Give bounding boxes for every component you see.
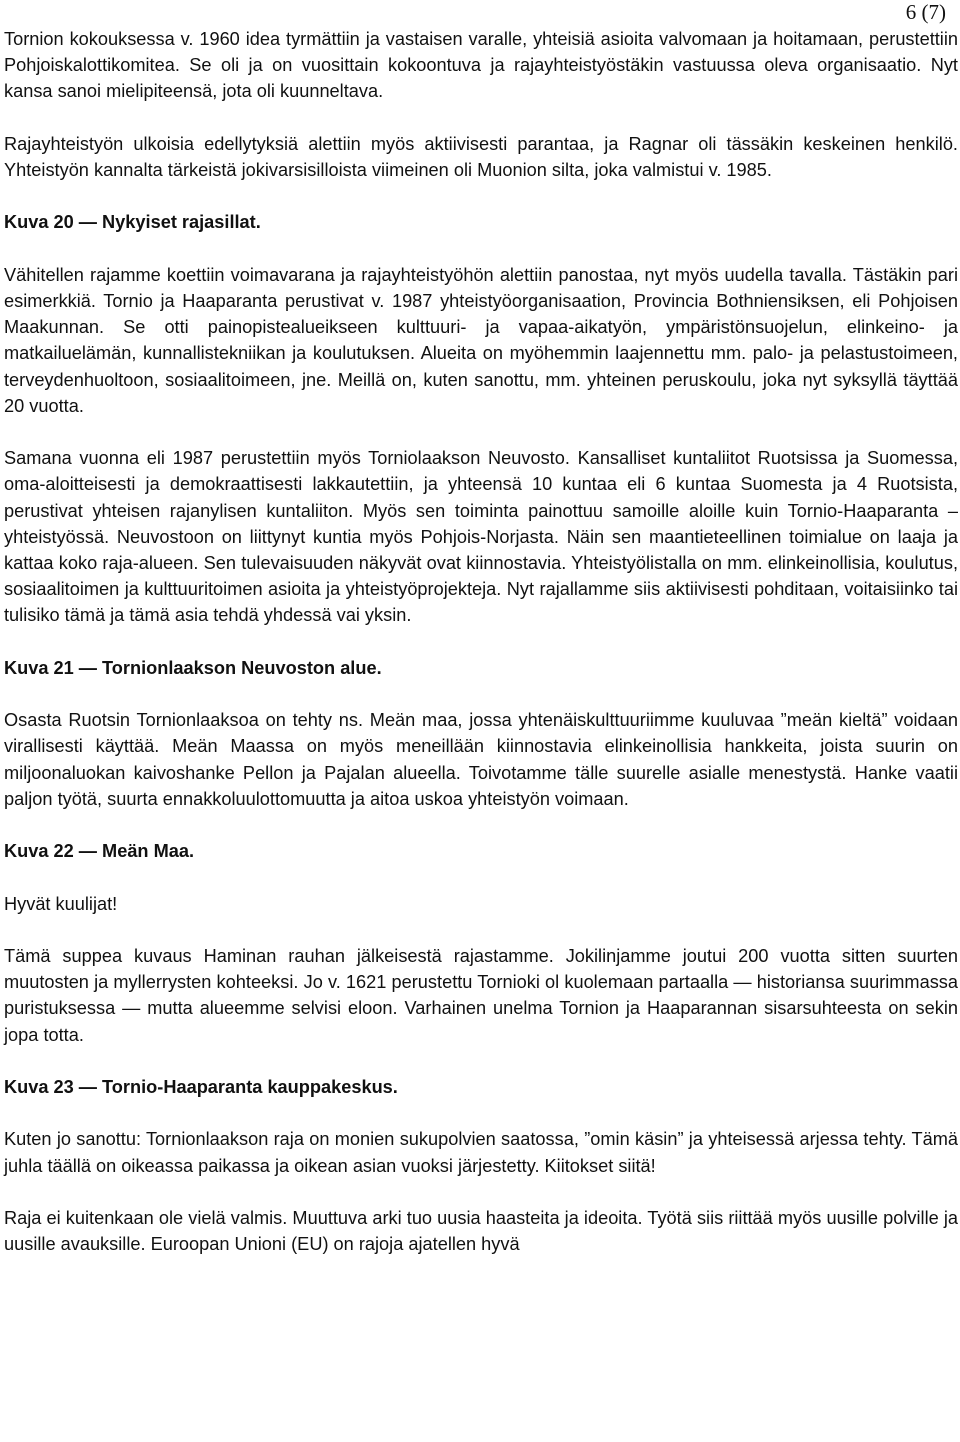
figure-caption: Kuva 22 — Meän Maa. <box>4 841 195 862</box>
paragraph: Tämä suppea kuvaus Haminan rauhan jälkeisestä rajastamme. Jokilinjamme joutui 200 vuotta sitten suurten muutosten ja myllerrysten kohteeksi. Jo v. 1621 perustettu Tornioki ol kuolemaan partaalla — historiansa suurimmassa puristuksessa — mutta alueemme selvisi eloon. Varhainen unelma Tornion ja Haaparannan sisarsuhteesta on sekin jopa totta. <box>4 945 958 1045</box>
figure-caption: Kuva 21 — Tornionlaakson Neuvoston alue. <box>4 657 382 678</box>
paragraph: Kuten jo sanottu: Tornionlaakson raja on monien sukupolvien saatossa, ”omin käsin” ja yhteisessä arjessa tehty. Tämä juhla täällä on oikeassa paikassa ja oikean asian vuoksi järjestetty. Kiitokset siitä! <box>4 1129 958 1176</box>
paragraph: Samana vuonna eli 1987 perustettiin myös Torniolaakson Neuvosto. Kansalliset kuntaliitot Ruotsissa ja Suomessa, oma-aloitteisesti ja demokraattisesti lakkautettiin, ja yhteensä 10 kuntaa eli 6 kuntaa Suomesta ja 4 Ruotsista, perustivat yhteisen rajanylisen kuntaliiton. Myös sen toiminta painottuu samoille aloille kuin Tornio-Haaparanta –yhteistyössä. Neuvostoon on liittynyt kuntia myös Pohjois-Norjasta. Näin sen maantieteellinen toimialue on laaja ja kattaa koko raja-alueen. Sen tulevaisuuden näkyvät ovat kiinnostavia. Yhteistyölistalla on mm. elinkeinollisia, koulutus, sosiaalitoimen ja kulttuuritoimen asioita ja yhteistyöprojekteja. Nyt rajallamme siis aktiivisesti pohditaan, voitaisiinko tai tulisiko tämä ja tämä asia tehdä yhdessä vai yksin. <box>4 448 958 626</box>
figure-caption: Kuva 20 — Nykyiset rajasillat. <box>4 212 261 233</box>
paragraph: Raja ei kuitenkaan ole vielä valmis. Muuttuva arki tuo uusia haasteita ja ideoita. Työtä siis riittää myös uusille polville ja uusille avauksille. Euroopan Unioni (EU) on rajoja ajatellen hyvä <box>4 1207 958 1255</box>
paragraph: Hyvät kuulijat! <box>4 893 118 914</box>
figure-caption: Kuva 23 — Tornio-Haaparanta kauppakeskus. <box>4 1076 398 1097</box>
paragraph: Osasta Ruotsin Tornionlaaksoa on tehty ns. Meän maa, jossa yhtenäiskulttuuriimme kuuluvaa ”meän kieltä” voidaan virallisesti käyttää. Meän Maassa on myös meneillään kiinnostavia elinkeinollisia hankkeita, joista suurin on miljoonaluokan kaivoshanke Pellon ja Pajalan alueella. Toivotamme tälle suurelle asialle menestystä. Hanke vaatii paljon työtä, suurta ennakkoluulottomuutta ja aitoa uskoa yhteistyön voimaan. <box>4 710 958 809</box>
paragraph: Vähitellen rajamme koettiin voimavarana ja rajayhteistyöhön alettiin panostaa, nyt myös uudella tavalla. Tästäkin pari esimerkkiä. Tornio ja Haaparanta perustivat v. 1987 yhteistyöorganisaation, Provincia Bothniensiksen, eli Pohjoisen Maakunnan. Se otti painopistealueikseen kulttuuri- ja vapaa-aikatyön, ympäristönsuojelun, elinkeino- ja matkailuelämän, kunnallistekniikan ja koulutuksen. Alueita on myöhemmin laajennettu mm. palo- ja pelastustoimeen, terveydenhuoltoon, sosiaalitoimeen, jne. Meillä on, kuten sanottu, mm. yhteinen peruskoulu, joka nyt syksyllä täyttää 20 vuotta. <box>4 264 958 416</box>
paragraph: Rajayhteistyön ulkoisia edellytyksiä alettiin myös aktiivisesti parantaa, ja Ragnar oli tässäkin keskeinen henkilö. Yhteistyön kannalta tärkeistä jokivarsisilloista viimeinen oli Muonion silta, joka valmistui v. 1985. <box>4 133 958 180</box>
document-body <box>4 26 958 1257</box>
page-number: 6 (7) <box>905 0 946 24</box>
paragraph: Tornion kokouksessa v. 1960 idea tyrmättiin ja vastaisen varalle, yhteisiä asioita valvomaan ja hoitamaan, perustettiin Pohjoiskalottikomitea. Se oli ja on vuosittain kokoontuva ja rajayhteistyöstäkin vastuussa oleva organisaatio. Nyt kansa sanoi mielipiteensä, jota oli kuunneltava. <box>4 29 958 102</box>
